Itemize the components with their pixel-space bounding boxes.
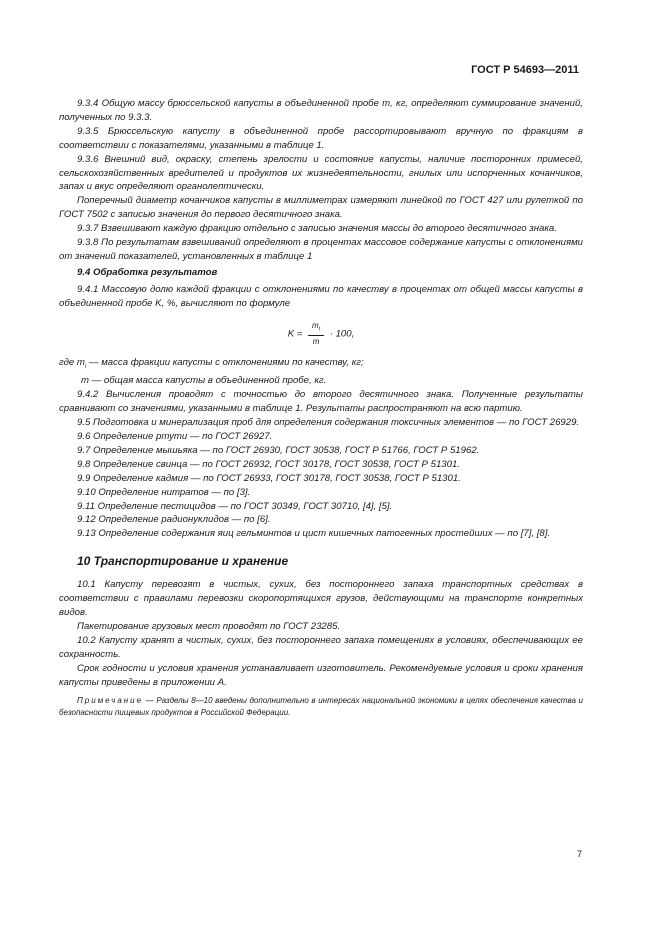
paragraph-9-12: 9.12 Определение радионуклидов — по [6].: [77, 514, 271, 526]
paragraph-9-7: 9.7 Определение мышьяка — по ГОСТ 26930, ГОСТ 30538, ГОСТ Р 51766, ГОСТ Р 51962.: [77, 444, 480, 456]
formula-denominator: m: [312, 337, 320, 347]
paragraph-9-3-6: 9.3.6 Внешний вид, окраску, степень зрелости и состояние капусты, наличие посторонних примесей, сельскохозяйственных вредителей и продуктов их жизнедеятельности, гнилых или испорченных кочанчиков, запах и вкус определяют органолептически.: [59, 153, 583, 193]
formula-tail: · 100,: [329, 327, 355, 339]
paragraph-diameter: Поперечный диаметр кочанчиков капусты в миллиметрах измеряют линейкой по ГОСТ 427 или рулеткой по ГОСТ 7502 с записью значения до первого десятичного знака.: [59, 195, 583, 221]
paragraph-10-1: 10.1 Капусту перевозят в чистых, сухих, без постороннего запаха транспортных средствах в соответствии с правилами перевозки скоропортящихся грузов, действующими на транспорте конкретных видов.: [59, 579, 583, 618]
paragraph-9-11: 9.11 Определение пестицидов — по ГОСТ 30349, ГОСТ 30710, [4], [5].: [77, 500, 393, 512]
paragraph-packaging: Пакетирование грузовых мест проводят по ГОСТ 23285.: [77, 620, 341, 632]
formula-lhs: K =: [287, 327, 303, 339]
note-label: Примечание: [77, 696, 144, 706]
paragraph-shelf-life: Срок годности и условия хранения устанавливает изготовитель. Рекомендуемые условия и сроки хранения капусты приведены в приложении А.: [59, 662, 583, 688]
paragraph-10-2: 10.2 Капусту хранят в чистых, сухих, без постороннего запаха помещениях в условиях, обеспечивающих ее сохранность.: [59, 634, 583, 660]
formula-numerator: $m_i$: [308, 320, 324, 337]
page-number: 7: [577, 849, 583, 859]
page-content: [59, 97, 583, 719]
paragraph-9-6: 9.6 Определение ртути — по ГОСТ 26927.: [77, 431, 273, 443]
subsection-title-9-4: 9.4 Обработка результатов: [77, 266, 218, 278]
formula-where-1: где $m_i$ — масса фракции капусты с отклонениями по качеству, кг;: [59, 356, 364, 370]
note: [59, 695, 583, 719]
formula-fraction: [308, 320, 324, 348]
formula-where-2: m — общая масса капусты в объединенной пробе, кг.: [81, 375, 327, 387]
note-text: — Разделы 8—10 введены дополнительно в интересах национальной экономики в целях обеспечения качества и безопасности пищевых продуктов в Российской Федерации.: [59, 696, 583, 718]
section-title-10: 10 Транспортирование и хранение: [77, 554, 289, 569]
paragraph-9-3-4: 9.3.4 Общую массу брюссельской капусты в объединенной пробе m, кг, определяют суммирование значений, полученных по 9.3.3.: [59, 98, 583, 123]
paragraph-9-4-1: 9.4.1 Массовую долю каждой фракции с отклонениями по качеству в процентах от общей массы капусты в объединенной пробе K, %, вычисляют по формуле: [59, 283, 583, 309]
paragraph-9-3-5: 9.3.5 Брюссельскую капусту в объединенной пробе рассортировывают вручную по фракциям в соответствии с показателями, указанными в таблице 1.: [59, 125, 583, 151]
paragraph-9-13: 9.13 Определение содержания яиц гельминтов и цист кишечных патогенных простейших — по [7], [8].: [77, 528, 551, 540]
formula: [59, 320, 583, 348]
paragraph-9-4-2: 9.4.2 Вычисления проводят с точностью до второго десятичного знака. Полученные результаты сравнивают со значениями, указанными в таблице 1. Результаты распространяют на всю партию.: [59, 389, 583, 415]
paragraph-9-10: 9.10 Определение нитратов — по [3].: [77, 486, 251, 498]
paragraph-9-5: 9.5 Подготовка и минерализация проб для определения содержания токсичных элементов — по ГОСТ 26929.: [77, 417, 580, 429]
paragraph-9-3-7: 9.3.7 Взвешивают каждую фракцию отдельно с записью значения массы до второго десятичного знака.: [77, 223, 557, 235]
paragraph-9-3-8: 9.3.8 По результатам взвешиваний определяют в процентах массовое содержание капусты с отклонениями от значений показателей, установленных в таблице 1: [59, 237, 583, 262]
document-header: ГОСТ Р 54693—2011: [471, 64, 579, 76]
paragraph-9-9: 9.9 Определение кадмия — по ГОСТ 26933, ГОСТ 30178, ГОСТ 30538, ГОСТ Р 51301.: [77, 472, 461, 484]
paragraph-9-8: 9.8 Определение свинца — по ГОСТ 26932, ГОСТ 30178, ГОСТ 30538, ГОСТ Р 51301.: [77, 458, 460, 470]
